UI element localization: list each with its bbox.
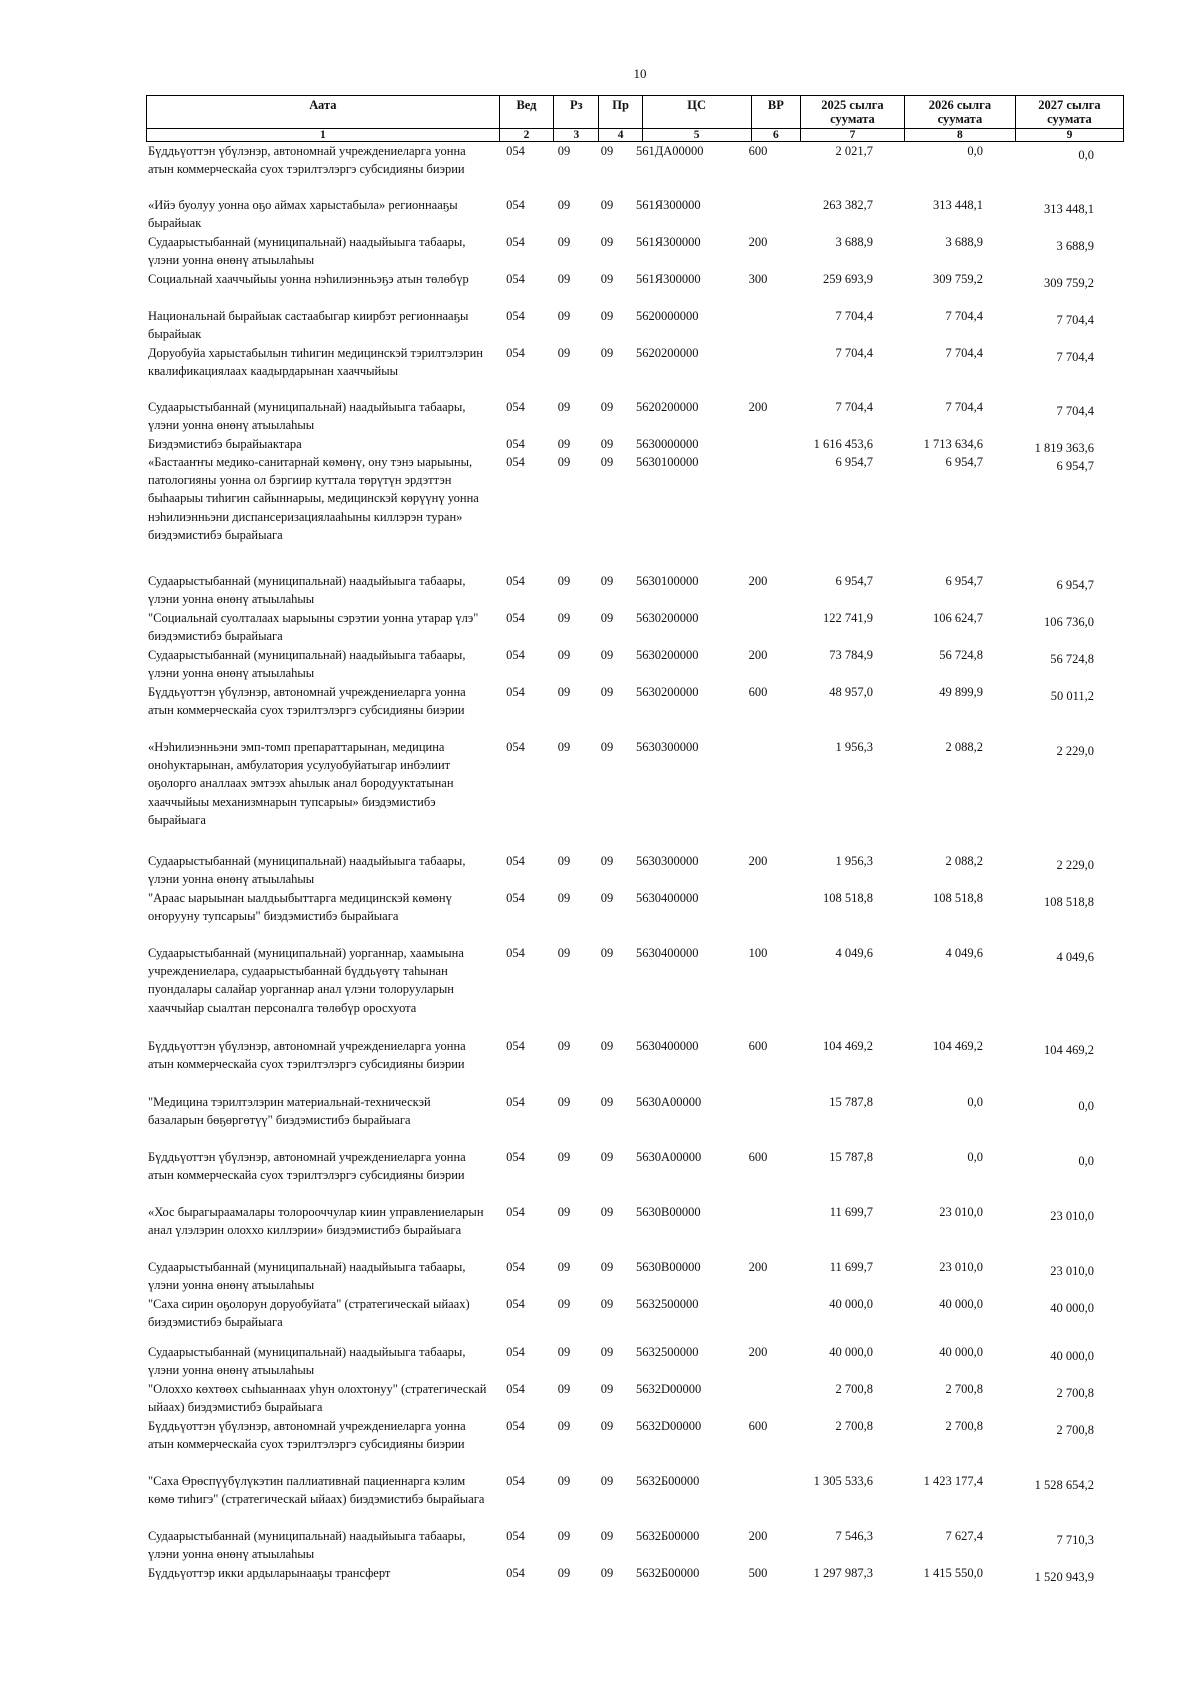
row-name: Бүддьүоттэр икки ардыларынааҕы трансферт	[148, 1566, 391, 1580]
row-rz: 09	[557, 235, 571, 249]
row-amount-2025: 7 546,3	[835, 1529, 873, 1543]
row-vr: 600	[748, 685, 768, 699]
row-pr: 09	[600, 272, 614, 286]
row-pr: 09	[600, 1150, 614, 1164]
row-amount-2025: 108 518,8	[823, 891, 873, 905]
row-cs: 5630200000	[636, 648, 699, 662]
table-row	[146, 609, 1124, 646]
row-amount-2026: 2 088,2	[945, 740, 983, 754]
table-row	[146, 398, 1124, 435]
header-vr: ВР	[751, 96, 800, 129]
row-ved: 054	[506, 437, 525, 451]
table-row	[146, 1148, 1124, 1203]
row-cs: 5630400000	[636, 1039, 699, 1053]
table-header	[146, 95, 1124, 142]
row-amount-2025: 7 704,4	[835, 309, 873, 323]
row-cs: 5630400000	[636, 891, 699, 905]
row-pr: 09	[600, 574, 614, 588]
row-pr: 09	[600, 455, 614, 469]
row-ved: 054	[506, 1382, 525, 1396]
row-amount-2025: 7 704,4	[835, 346, 873, 360]
table-row	[146, 435, 1124, 453]
row-cs: 5630200000	[636, 611, 699, 625]
row-amount-2027: 1 520 943,9	[1034, 1570, 1094, 1584]
table-row	[146, 233, 1124, 270]
row-rz: 09	[557, 272, 571, 286]
row-amount-2027: 40 000,0	[1050, 1301, 1094, 1315]
row-name: Судаарыстыбаннай (муниципальнай) наадыйыыга табаары, үлэни уонна өнөнү атыылаһыы	[148, 400, 466, 433]
row-cs: 5632500000	[636, 1297, 699, 1311]
row-pr: 09	[600, 1529, 614, 1543]
column-number: 9	[1015, 129, 1123, 142]
row-rz: 09	[557, 1150, 571, 1164]
row-amount-2026: 108 518,8	[933, 891, 983, 905]
row-cs: 5632Б00000	[636, 1529, 700, 1543]
row-amount-2026: 7 627,4	[945, 1529, 983, 1543]
row-name: Бүддьүоттэн үбүлэнэр, автономнай учреждениеларга уонна атын коммерческайа суох тэрилтэлэргэ субсидияны биэрии	[148, 1039, 466, 1072]
row-pr: 09	[600, 1260, 614, 1274]
row-amount-2026: 4 049,6	[945, 946, 983, 960]
row-amount-2026: 2 088,2	[945, 854, 983, 868]
row-ved: 054	[506, 235, 525, 249]
table-row	[146, 944, 1124, 1037]
row-amount-2026: 313 448,1	[933, 198, 983, 212]
row-name: Судаарыстыбаннай (муниципальнай) наадыйыыга табаары, үлэни уонна өнөнү атыылаһыы	[148, 1529, 466, 1562]
row-rz: 09	[557, 400, 571, 414]
table-row	[146, 270, 1124, 307]
row-ved: 054	[506, 1529, 525, 1543]
row-ved: 054	[506, 1095, 525, 1109]
row-name: Судаарыстыбаннай (муниципальнай) наадыйыыга табаары, үлэни уонна өнөнү атыылаһыы	[148, 1260, 466, 1293]
row-cs: 561ДА00000	[636, 144, 704, 158]
row-pr: 09	[600, 891, 614, 905]
row-rz: 09	[557, 1297, 571, 1311]
table-row	[146, 1380, 1124, 1417]
row-amount-2027: 7 704,4	[1056, 350, 1094, 364]
row-cs: 5632Б00000	[636, 1474, 700, 1488]
row-name: Судаарыстыбаннай (муниципальнай) наадыйыыга табаары, үлэни уонна өнөнү атыылаһыы	[148, 1345, 466, 1378]
table-row	[146, 646, 1124, 683]
row-amount-2027: 0,0	[1078, 1099, 1094, 1113]
row-amount-2026: 49 899,9	[939, 685, 983, 699]
row-vr: 500	[748, 1566, 768, 1580]
row-ved: 054	[506, 1039, 525, 1053]
header-name: Аата	[147, 96, 500, 129]
row-name: Национальнай бырайыак састаабыгар киирбэт регионнааҕы бырайыак	[148, 309, 469, 342]
row-cs: 5632D00000	[636, 1419, 702, 1433]
row-pr: 09	[600, 1382, 614, 1396]
column-number: 6	[751, 129, 800, 142]
row-amount-2025: 15 787,8	[829, 1150, 873, 1164]
row-vr: 200	[748, 235, 768, 249]
row-pr: 09	[600, 1205, 614, 1219]
row-ved: 054	[506, 198, 525, 212]
row-name: "Олоххо көхтөөх сыһыаннаах уһун олохтонуу" (стратегическай ыйаах) биэдэмистибэ бырайыага	[148, 1382, 487, 1415]
row-vr: 200	[748, 1529, 768, 1543]
row-cs: 5630000000	[636, 437, 699, 451]
row-rz: 09	[557, 854, 571, 868]
row-ved: 054	[506, 611, 525, 625]
row-cs: 5630300000	[636, 854, 699, 868]
row-vr: 200	[748, 1345, 768, 1359]
row-vr: 600	[748, 1150, 768, 1164]
row-name: Бүддьүоттэн үбүлэнэр, автономнай учреждениеларга уонна атын коммерческайа суох тэрилтэлэргэ субсидияны биэрии	[148, 1419, 466, 1452]
row-amount-2026: 104 469,2	[933, 1039, 983, 1053]
row-pr: 09	[600, 346, 614, 360]
row-pr: 09	[600, 400, 614, 414]
row-amount-2026: 0,0	[967, 1095, 983, 1109]
row-amount-2026: 23 010,0	[939, 1205, 983, 1219]
row-pr: 09	[600, 1297, 614, 1311]
row-vr: 600	[748, 1039, 768, 1053]
row-ved: 054	[506, 309, 525, 323]
row-pr: 09	[600, 437, 614, 451]
row-ved: 054	[506, 1345, 525, 1359]
row-amount-2025: 1 956,3	[835, 854, 873, 868]
row-amount-2026: 0,0	[967, 1150, 983, 1164]
table-row	[146, 1417, 1124, 1472]
row-vr: 300	[748, 272, 768, 286]
row-name: Бүддьүоттэн үбүлэнэр, автономнай учреждениеларга уонна атын коммерческайа суох тэрилтэлэргэ субсидияны биэрии	[148, 144, 466, 177]
row-pr: 09	[600, 648, 614, 662]
row-pr: 09	[600, 309, 614, 323]
row-pr: 09	[600, 685, 614, 699]
row-amount-2025: 1 297 987,3	[813, 1566, 873, 1580]
row-cs: 5630В00000	[636, 1205, 701, 1219]
row-vr: 100	[748, 946, 768, 960]
row-amount-2026: 7 704,4	[945, 346, 983, 360]
table-body	[146, 142, 1124, 1584]
row-ved: 054	[506, 854, 525, 868]
row-name: «Бастааҥҥы медико-санитарнай көмөнү, ону тэнэ ыарыыны, патологияны уонна ол бэргиир куттала төрүтүн эрдэттэн быһаарыы тиһигин сайыннарыы, медицинскэй көрүүнү уонна нэһилиэнньэни диспансеризациялааһыны киллэрэн туран» биэдэмистибэ бырайыага	[148, 455, 479, 542]
row-amount-2027: 23 010,0	[1050, 1264, 1094, 1278]
row-name: «Хос бырагыраамалары толорооччулар киин управлениеларын анал үлэлэрин олоххо киллэрии» биэдэмистибэ бырайыага	[148, 1205, 484, 1238]
row-amount-2027: 6 954,7	[1056, 578, 1094, 592]
row-rz: 09	[557, 1474, 571, 1488]
row-rz: 09	[557, 309, 571, 323]
row-cs: 5630В00000	[636, 1260, 701, 1274]
row-rz: 09	[557, 685, 571, 699]
row-cs: 5620200000	[636, 400, 699, 414]
row-amount-2025: 104 469,2	[823, 1039, 873, 1053]
column-number: 4	[599, 129, 642, 142]
table-row	[146, 1037, 1124, 1093]
row-amount-2027: 50 011,2	[1050, 689, 1094, 703]
row-amount-2027: 309 759,2	[1044, 276, 1094, 290]
row-amount-2026: 309 759,2	[933, 272, 983, 286]
table-row	[146, 852, 1124, 889]
table-row	[146, 738, 1124, 852]
row-rz: 09	[557, 1419, 571, 1433]
row-amount-2025: 40 000,0	[829, 1297, 873, 1311]
row-ved: 054	[506, 400, 525, 414]
row-amount-2025: 2 700,8	[835, 1419, 873, 1433]
row-rz: 09	[557, 1095, 571, 1109]
row-pr: 09	[600, 854, 614, 868]
row-rz: 09	[557, 1566, 571, 1580]
row-rz: 09	[557, 946, 571, 960]
table-row	[146, 344, 1124, 398]
row-name: "Араас ыарыынан ыалдьыбыттарга медицинскэй көмөнү оҥорууну тупсарыы" биэдэмистибэ бырайыага	[148, 891, 452, 924]
page-number: 10	[633, 66, 647, 81]
row-pr: 09	[600, 1474, 614, 1488]
row-amount-2026: 106 624,7	[933, 611, 983, 625]
row-amount-2026: 6 954,7	[945, 574, 983, 588]
row-vr: 200	[748, 854, 768, 868]
row-amount-2025: 48 957,0	[829, 685, 873, 699]
row-name: Бүддьүоттэн үбүлэнэр, автономнай учреждениеларга уонна атын коммерческайа суох тэрилтэлэргэ субсидияны биэрии	[148, 685, 466, 718]
row-cs: 5630100000	[636, 455, 699, 469]
row-rz: 09	[557, 891, 571, 905]
row-rz: 09	[557, 455, 571, 469]
row-rz: 09	[557, 574, 571, 588]
row-amount-2026: 40 000,0	[939, 1345, 983, 1359]
row-amount-2027: 2 229,0	[1056, 858, 1094, 872]
row-amount-2026: 1 713 634,6	[923, 437, 983, 451]
row-ved: 054	[506, 144, 525, 158]
row-name: Судаарыстыбаннай (муниципальнай) наадыйыыга табаары, үлэни уонна өнөнү атыылаһыы	[148, 648, 466, 681]
table-row	[146, 683, 1124, 738]
row-ved: 054	[506, 946, 525, 960]
row-name: «Ийэ буолуу уонна оҕо аймах харыстабыла» регионнааҕы бырайыак	[148, 198, 458, 231]
table-row	[146, 1564, 1124, 1584]
row-cs: 5630А00000	[636, 1095, 702, 1109]
row-rz: 09	[557, 1529, 571, 1543]
row-amount-2025: 4 049,6	[835, 946, 873, 960]
table-row	[146, 453, 1124, 572]
row-cs: 561Я300000	[636, 235, 701, 249]
row-ved: 054	[506, 1260, 525, 1274]
header-cs: ЦС	[642, 96, 751, 129]
row-ved: 054	[506, 1205, 525, 1219]
row-amount-2025: 2 021,7	[835, 144, 873, 158]
row-amount-2027: 40 000,0	[1050, 1349, 1094, 1363]
row-ved: 054	[506, 346, 525, 360]
row-amount-2027: 1 819 363,6	[1034, 441, 1094, 455]
table-row	[146, 1527, 1124, 1564]
table-row	[146, 307, 1124, 344]
row-pr: 09	[600, 1039, 614, 1053]
row-ved: 054	[506, 1474, 525, 1488]
column-number: 2	[499, 129, 554, 142]
row-cs: 5632500000	[636, 1345, 699, 1359]
row-amount-2026: 7 704,4	[945, 400, 983, 414]
row-amount-2027: 106 736,0	[1044, 615, 1094, 629]
row-amount-2026: 3 688,9	[945, 235, 983, 249]
row-amount-2025: 11 699,7	[829, 1205, 873, 1219]
row-amount-2027: 0,0	[1078, 148, 1094, 162]
row-amount-2027: 7 704,4	[1056, 313, 1094, 327]
row-amount-2027: 56 724,8	[1050, 652, 1094, 666]
row-cs: 5630200000	[636, 685, 699, 699]
row-rz: 09	[557, 198, 571, 212]
table-row	[146, 1203, 1124, 1258]
table-row	[146, 1343, 1124, 1380]
row-pr: 09	[600, 1566, 614, 1580]
row-ved: 054	[506, 272, 525, 286]
row-amount-2025: 6 954,7	[835, 455, 873, 469]
row-ved: 054	[506, 891, 525, 905]
row-ved: 054	[506, 685, 525, 699]
row-amount-2025: 40 000,0	[829, 1345, 873, 1359]
row-ved: 054	[506, 740, 525, 754]
row-amount-2026: 1 423 177,4	[923, 1474, 983, 1488]
table-row	[146, 1093, 1124, 1148]
row-ved: 054	[506, 455, 525, 469]
row-amount-2025: 259 693,9	[823, 272, 873, 286]
row-amount-2025: 11 699,7	[829, 1260, 873, 1274]
header-ved: Вед	[499, 96, 554, 129]
row-amount-2027: 104 469,2	[1044, 1043, 1094, 1057]
row-vr: 600	[748, 1419, 768, 1433]
row-vr: 200	[748, 574, 768, 588]
row-ved: 054	[506, 1419, 525, 1433]
row-cs: 561Я300000	[636, 198, 701, 212]
row-amount-2027: 2 700,8	[1056, 1386, 1094, 1400]
header-2027: 2027 сылга суумата	[1015, 96, 1123, 129]
row-rz: 09	[557, 1205, 571, 1219]
row-vr: 200	[748, 1260, 768, 1274]
row-rz: 09	[557, 437, 571, 451]
row-amount-2026: 40 000,0	[939, 1297, 983, 1311]
row-amount-2025: 122 741,9	[823, 611, 873, 625]
row-pr: 09	[600, 611, 614, 625]
row-name: "Саха Өрөспүүбүлүкэтин паллиативнай пациеннарга кэлим көмө тиһигэ" (стратегическай ыйаах) биэдэмистибэ бырайыага	[148, 1474, 485, 1507]
row-amount-2026: 0,0	[967, 144, 983, 158]
row-amount-2025: 1 305 533,6	[813, 1474, 873, 1488]
row-amount-2026: 56 724,8	[939, 648, 983, 662]
row-rz: 09	[557, 1345, 571, 1359]
row-cs: 5620200000	[636, 346, 699, 360]
row-amount-2025: 73 784,9	[829, 648, 873, 662]
table-row	[146, 572, 1124, 609]
row-amount-2027: 7 710,3	[1056, 1533, 1094, 1547]
table-row	[146, 1472, 1124, 1527]
row-cs: 5630400000	[636, 946, 699, 960]
row-vr: 200	[748, 648, 768, 662]
row-name: Судаарыстыбаннай (муниципальнай) уорганнар, хаамыына учреждениелара, судаарыстыбаннай бүддьүөтү таһынан пуондалары салайар уорганнар анал үлэни толорууларын хааччыйар сыалтан персоналга төлөбүр оросхуота	[148, 946, 464, 1015]
row-amount-2027: 4 049,6	[1056, 950, 1094, 964]
table-row	[146, 142, 1124, 196]
row-pr: 09	[600, 946, 614, 960]
row-name: Биэдэмистибэ бырайыактара	[148, 437, 302, 451]
row-rz: 09	[557, 1039, 571, 1053]
row-pr: 09	[600, 144, 614, 158]
column-number: 5	[642, 129, 751, 142]
row-name: Бүддьүоттэн үбүлэнэр, автономнай учреждениеларга уонна атын коммерческайа суох тэрилтэлэргэ субсидияны биэрии	[148, 1150, 466, 1183]
header-pr: Пр	[599, 96, 642, 129]
row-amount-2027: 6 954,7	[1056, 459, 1094, 473]
row-name: "Социальнай суолталаах ыарыыны сэрэтии уонна утарар үлэ" биэдэмистибэ бырайыага	[148, 611, 479, 644]
column-number: 3	[554, 129, 599, 142]
row-rz: 09	[557, 1382, 571, 1396]
row-rz: 09	[557, 648, 571, 662]
row-name: Судаарыстыбаннай (муниципальнай) наадыйыыга табаары, үлэни уонна өнөнү атыылаһыы	[148, 854, 466, 887]
row-amount-2025: 15 787,8	[829, 1095, 873, 1109]
row-amount-2025: 3 688,9	[835, 235, 873, 249]
row-amount-2027: 2 700,8	[1056, 1423, 1094, 1437]
row-pr: 09	[600, 1345, 614, 1359]
row-rz: 09	[557, 740, 571, 754]
table-row	[146, 889, 1124, 944]
row-cs: 5632Б00000	[636, 1566, 700, 1580]
row-name: Судаарыстыбаннай (муниципальнай) наадыйыыга табаары, үлэни уонна өнөнү атыылаһыы	[148, 235, 466, 268]
row-pr: 09	[600, 198, 614, 212]
row-amount-2026: 7 704,4	[945, 309, 983, 323]
row-pr: 09	[600, 1419, 614, 1433]
row-pr: 09	[600, 235, 614, 249]
row-amount-2027: 23 010,0	[1050, 1209, 1094, 1223]
row-ved: 054	[506, 648, 525, 662]
row-name: "Медицина тэрилтэлэрин материальнай-техническэй базаларын бөҕөргөтүү" биэдэмистибэ бырайыага	[148, 1095, 431, 1128]
row-name: Социальнай хааччыйыы уонна нэһилиэнньэҕэ атын төлөбүр	[148, 272, 469, 286]
row-ved: 054	[506, 1297, 525, 1311]
row-amount-2027: 2 229,0	[1056, 744, 1094, 758]
row-amount-2025: 2 700,8	[835, 1382, 873, 1396]
row-rz: 09	[557, 346, 571, 360]
row-rz: 09	[557, 1260, 571, 1274]
row-amount-2025: 1 616 453,6	[813, 437, 873, 451]
row-amount-2026: 1 415 550,0	[923, 1566, 983, 1580]
row-cs: 5630300000	[636, 740, 699, 754]
row-amount-2025: 6 954,7	[835, 574, 873, 588]
row-pr: 09	[600, 740, 614, 754]
row-amount-2027: 7 704,4	[1056, 404, 1094, 418]
row-amount-2026: 2 700,8	[945, 1382, 983, 1396]
row-rz: 09	[557, 144, 571, 158]
row-ved: 054	[506, 574, 525, 588]
row-cs: 5630А00000	[636, 1150, 702, 1164]
row-ved: 054	[506, 1566, 525, 1580]
column-number: 7	[801, 129, 905, 142]
row-cs: 5632D00000	[636, 1382, 702, 1396]
row-amount-2025: 1 956,3	[835, 740, 873, 754]
row-pr: 09	[600, 1095, 614, 1109]
row-amount-2027: 1 528 654,2	[1034, 1478, 1094, 1492]
row-name: «Нэһилиэнньэни эмп-томп препараттарынан, медицина оноһуктарынан, амбулатория усулуобуйатыгар инбэлиит оҕолорго аналлаах эмтээх аһылык анал бородууктатынан хааччыйыы механизмнарын тупсарыы» биэдэмистибэ бырайыага	[148, 740, 454, 827]
row-amount-2025: 7 704,4	[835, 400, 873, 414]
row-name: "Саха сирин оҕолорун доруобуйата" (стратегическай ыйаах) биэдэмистибэ бырайыага	[148, 1297, 470, 1330]
row-vr: 600	[748, 144, 768, 158]
row-name: Доруобуйа харыстабылын тиһигин медицинскэй тэрилтэлэрин квалификациялаах каадырдарынан хааччыйыы	[148, 346, 483, 379]
row-cs: 5620000000	[636, 309, 699, 323]
row-amount-2027: 0,0	[1078, 1154, 1094, 1168]
row-amount-2027: 3 688,9	[1056, 239, 1094, 253]
row-amount-2026: 6 954,7	[945, 455, 983, 469]
row-vr: 200	[748, 400, 768, 414]
header-rz: Рз	[554, 96, 599, 129]
row-cs: 5630100000	[636, 574, 699, 588]
row-amount-2026: 23 010,0	[939, 1260, 983, 1274]
row-ved: 054	[506, 1150, 525, 1164]
row-amount-2026: 2 700,8	[945, 1419, 983, 1433]
table-row	[146, 1295, 1124, 1343]
header-2025: 2025 сылга суумата	[801, 96, 905, 129]
budget-table	[146, 95, 1124, 1584]
row-cs: 561Я300000	[636, 272, 701, 286]
table-row	[146, 196, 1124, 233]
row-rz: 09	[557, 611, 571, 625]
column-number: 1	[147, 129, 500, 142]
row-amount-2025: 263 382,7	[823, 198, 873, 212]
column-number: 8	[904, 129, 1015, 142]
header-2026: 2026 сылга суумата	[904, 96, 1015, 129]
row-name: Судаарыстыбаннай (муниципальнай) наадыйыыга табаары, үлэни уонна өнөнү атыылаһыы	[148, 574, 466, 607]
row-amount-2027: 108 518,8	[1044, 895, 1094, 909]
row-amount-2027: 313 448,1	[1044, 202, 1094, 216]
table-row	[146, 1258, 1124, 1295]
